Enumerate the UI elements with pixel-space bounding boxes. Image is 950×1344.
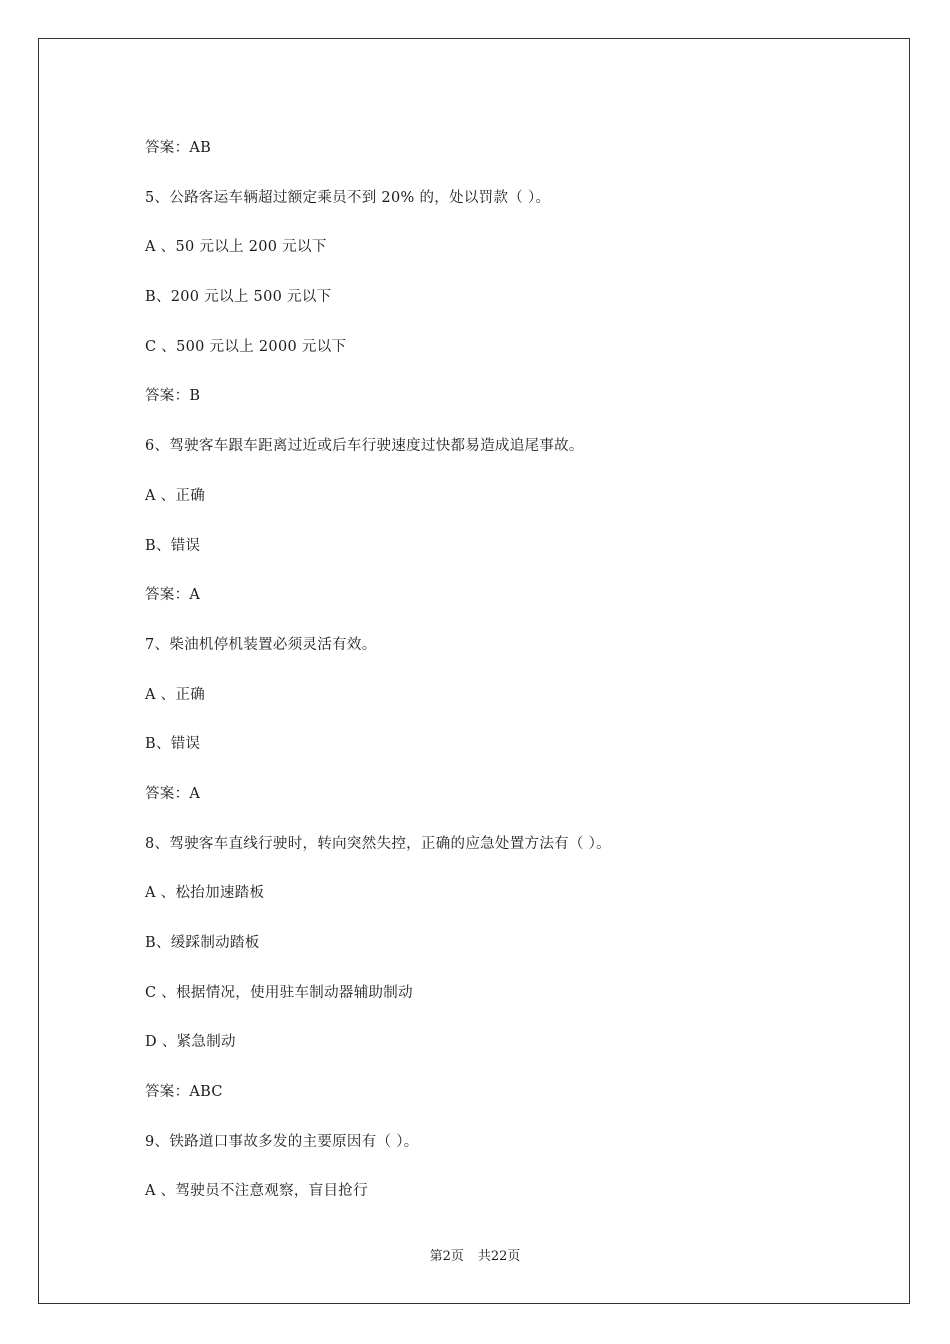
option-line: B、200 元以上 500 元以下 bbox=[145, 289, 332, 306]
option-line: D 、紧急制动 bbox=[145, 1034, 236, 1051]
answer-line: 答案：A bbox=[145, 785, 201, 802]
option-line: C 、500 元以上 2000 元以下 bbox=[145, 338, 347, 355]
question-6: 6、驾驶客车跟车距离过近或后车行驶速度过快都易造成追尾事故。 bbox=[145, 438, 584, 455]
document-body bbox=[145, 138, 865, 1231]
page-total: 共22页 bbox=[477, 1249, 521, 1264]
page-footer bbox=[0, 1248, 950, 1266]
option-line: C 、根据情况，使用驻车制动器辅助制动 bbox=[145, 984, 413, 1001]
option-line: B、缓踩制动踏板 bbox=[145, 935, 260, 951]
option-line: B、错误 bbox=[145, 736, 201, 753]
page-number: 第2页 bbox=[429, 1249, 464, 1264]
answer-line: 答案：B bbox=[145, 388, 201, 405]
question-5: 5、公路客运车辆超过额定乘员不到 20% 的，处以罚款（ ）。 bbox=[145, 189, 551, 206]
option-line: A 、正确 bbox=[145, 686, 206, 703]
question-9: 9、铁路道口事故多发的主要原因有（ ）。 bbox=[145, 1133, 419, 1150]
option-line: A 、50 元以上 200 元以下 bbox=[145, 239, 327, 256]
option-line: A 、驾驶员不注意观察，盲目抢行 bbox=[145, 1183, 368, 1200]
option-line: A 、松抬加速踏板 bbox=[145, 885, 265, 902]
question-8: 8、驾驶客车直线行驶时，转向突然失控，正确的应急处置方法有（ ）。 bbox=[145, 835, 611, 852]
question-7: 7、柴油机停机装置必须灵活有效。 bbox=[145, 636, 377, 653]
answer-line: 答案：ABC bbox=[145, 1084, 223, 1101]
answer-line: 答案：A bbox=[145, 587, 201, 604]
option-line: A 、正确 bbox=[145, 487, 206, 504]
option-line: B、错误 bbox=[145, 537, 201, 554]
answer-line: 答案：AB bbox=[145, 140, 212, 156]
